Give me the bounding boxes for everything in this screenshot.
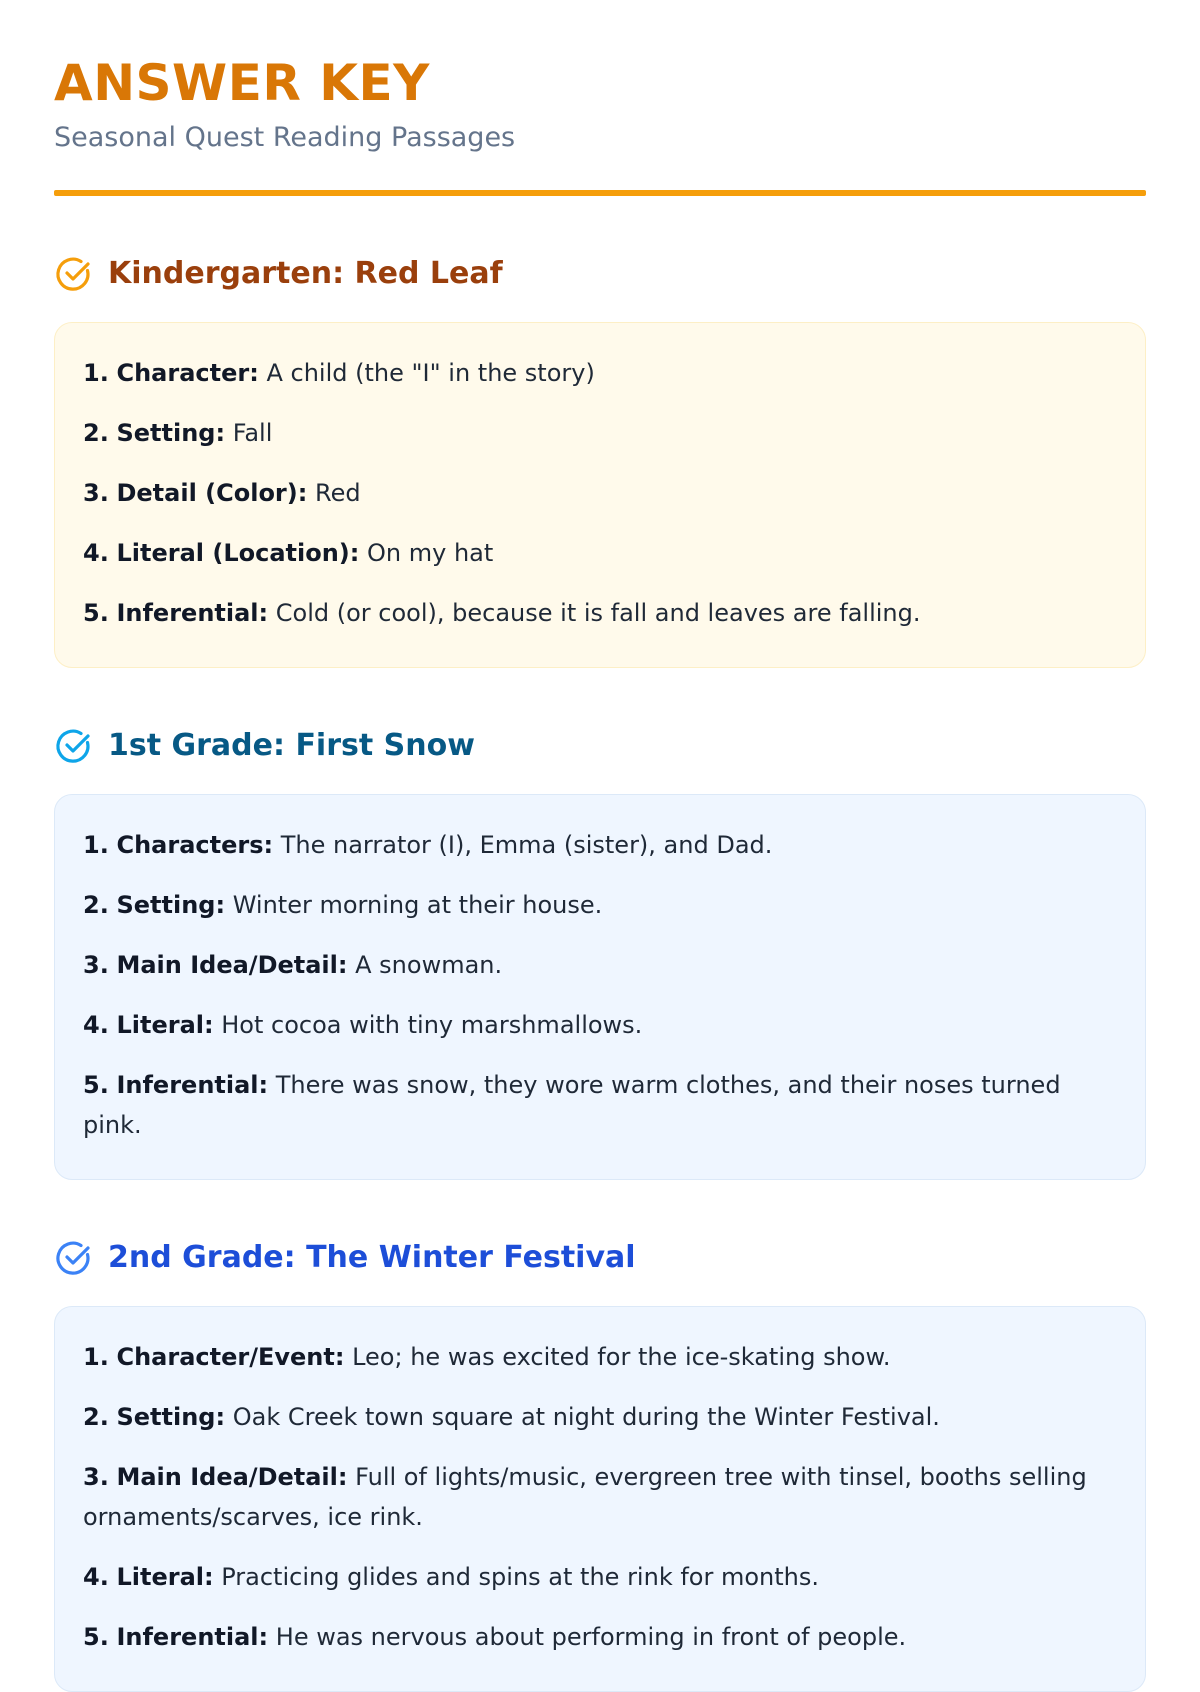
- answer-item: [83, 1397, 1117, 1437]
- answer-label: Character/Event:: [116, 1343, 345, 1371]
- answer-label: Setting:: [116, 891, 226, 919]
- answer-item: [83, 945, 1117, 985]
- answer-text: Oak Creek town square at night during the Winter Festival.: [232, 1403, 940, 1431]
- section-kindergarten: [54, 250, 1146, 668]
- section-title: Kindergarten: Red Leaf: [108, 256, 503, 291]
- answer-label: Detail (Color):: [116, 479, 308, 507]
- section-header: [54, 250, 1146, 298]
- answer-text: There was snow, they wore warm clothes, and their noses turned pink.: [83, 1071, 1061, 1139]
- answer-item: [83, 593, 1117, 633]
- answer-item: [83, 1337, 1117, 1377]
- section-header: [54, 1234, 1146, 1282]
- answer-text: Winter morning at their house.: [232, 891, 603, 919]
- answer-label: Characters:: [116, 831, 274, 859]
- section-title: 2nd Grade: The Winter Festival: [108, 1240, 636, 1275]
- section-header: [54, 722, 1146, 770]
- answer-text: He was nervous about performing in front of people.: [275, 1623, 907, 1651]
- check-circle-icon: [54, 726, 94, 766]
- answer-text: A snowman.: [355, 951, 503, 979]
- section-second-grade: [54, 1234, 1146, 1692]
- answer-item: [83, 1457, 1117, 1537]
- answer-card: [54, 322, 1146, 668]
- answer-card: [54, 1306, 1146, 1692]
- answer-label: Literal:: [116, 1563, 214, 1591]
- answer-item: [83, 1557, 1117, 1597]
- answer-item: [83, 353, 1117, 393]
- answer-number: 4.: [83, 539, 109, 567]
- answer-text: Leo; he was excited for the ice-skating show.: [352, 1343, 891, 1371]
- page-title: ANSWER KEY: [54, 54, 430, 112]
- answer-label: Main Idea/Detail:: [116, 951, 348, 979]
- answer-item: [83, 413, 1117, 453]
- answer-card: [54, 794, 1146, 1180]
- answer-number: 2.: [83, 891, 109, 919]
- answer-item: [83, 473, 1117, 513]
- answer-number: 4.: [83, 1563, 109, 1591]
- answer-text: Full of lights/music, evergreen tree with tinsel, booths selling ornaments/scarves, ice rink.: [83, 1463, 1087, 1531]
- answer-text: Fall: [232, 419, 273, 447]
- answer-number: 5.: [83, 1071, 109, 1099]
- answer-number: 4.: [83, 1011, 109, 1039]
- answer-text: Hot cocoa with tiny marshmallows.: [221, 1011, 643, 1039]
- answer-item: [83, 825, 1117, 865]
- answer-label: Inferential:: [116, 1623, 269, 1651]
- answer-item: [83, 1065, 1117, 1145]
- answer-label: Setting:: [116, 419, 226, 447]
- answer-number: 1.: [83, 359, 109, 387]
- answer-label: Inferential:: [116, 1071, 269, 1099]
- page-subtitle: Seasonal Quest Reading Passages: [54, 122, 516, 153]
- answer-label: Character:: [116, 359, 259, 387]
- header-divider: [54, 190, 1146, 196]
- answer-number: 3.: [83, 479, 109, 507]
- answer-label: Setting:: [116, 1403, 226, 1431]
- answer-text: Cold (or cool), because it is fall and leaves are falling.: [275, 599, 921, 627]
- answer-number: 1.: [83, 1343, 109, 1371]
- answer-label: Literal (Location):: [116, 539, 360, 567]
- answer-text: Red: [314, 479, 361, 507]
- answer-number: 2.: [83, 419, 109, 447]
- answer-text: On my hat: [367, 539, 494, 567]
- check-circle-icon: [54, 254, 94, 294]
- answer-number: 5.: [83, 1623, 109, 1651]
- answer-item: [83, 533, 1117, 573]
- answer-label: Main Idea/Detail:: [116, 1463, 348, 1491]
- answer-item: [83, 885, 1117, 925]
- answer-label: Inferential:: [116, 599, 269, 627]
- answer-number: 5.: [83, 599, 109, 627]
- answer-item: [83, 1005, 1117, 1045]
- answer-text: The narrator (I), Emma (sister), and Dad.: [280, 831, 773, 859]
- answer-number: 3.: [83, 1463, 109, 1491]
- answer-number: 1.: [83, 831, 109, 859]
- answer-number: 2.: [83, 1403, 109, 1431]
- answer-item: [83, 1617, 1117, 1657]
- section-title: 1st Grade: First Snow: [108, 728, 475, 763]
- answer-label: Literal:: [116, 1011, 214, 1039]
- section-first-grade: [54, 722, 1146, 1180]
- check-circle-icon: [54, 1238, 94, 1278]
- answer-text: Practicing glides and spins at the rink for months.: [221, 1563, 819, 1591]
- answer-number: 3.: [83, 951, 109, 979]
- answer-text: A child (the "I" in the story): [266, 359, 595, 387]
